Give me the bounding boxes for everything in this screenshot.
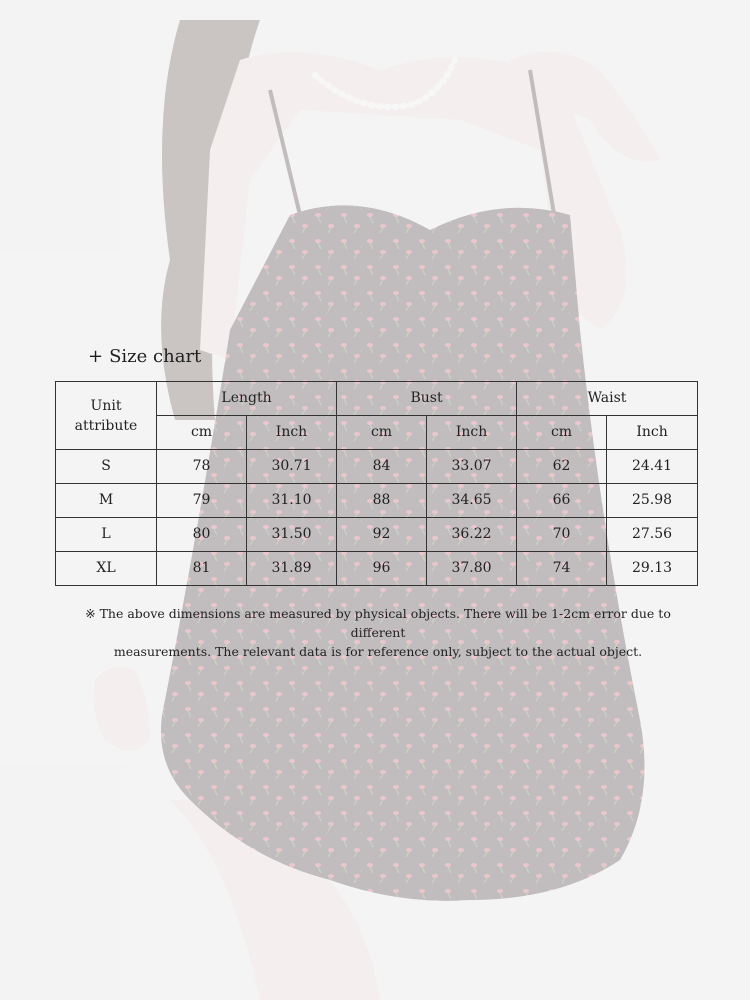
subunit-header: cm	[517, 416, 607, 450]
table-cell: 79	[157, 484, 247, 518]
table-cell: 37.80	[427, 552, 517, 586]
table-cell: 31.10	[247, 484, 337, 518]
measurement-note	[58, 604, 698, 661]
plus-icon: +	[88, 346, 104, 367]
table-cell: 78	[157, 450, 247, 484]
table-cell: 25.98	[607, 484, 698, 518]
table-cell: 33.07	[427, 450, 517, 484]
bust-header: Bust	[337, 382, 517, 416]
subunit-header: cm	[337, 416, 427, 450]
table-row	[56, 552, 698, 586]
subunit-header: Inch	[607, 416, 698, 450]
table-row	[56, 450, 698, 484]
table-cell: 24.41	[607, 450, 698, 484]
measurement-note-line-2: measurements. The relevant data is for reference only, subject to the actual object.	[113, 644, 643, 659]
table-cell: 27.56	[607, 518, 698, 552]
measurement-note-line-1: ※ The above dimensions are measured by physical objects. There will be 1-2cm error due to different	[85, 606, 671, 640]
table-cell: 34.65	[427, 484, 517, 518]
table-cell: 31.50	[247, 518, 337, 552]
size-chart-table	[55, 381, 698, 586]
table-cell: 30.71	[247, 450, 337, 484]
table-cell: 29.13	[607, 552, 698, 586]
size-label: M	[56, 484, 157, 518]
table-cell: 84	[337, 450, 427, 484]
length-header: Length	[157, 382, 337, 416]
table-cell: 80	[157, 518, 247, 552]
unit-attribute-header: Unit attribute	[56, 382, 157, 450]
size-label: S	[56, 450, 157, 484]
table-row	[56, 484, 698, 518]
size-label: L	[56, 518, 157, 552]
size-chart-title	[88, 346, 201, 367]
size-chart-title-text: Size chart	[109, 346, 202, 367]
subunit-header: cm	[157, 416, 247, 450]
subunit-header: Inch	[427, 416, 517, 450]
table-cell: 74	[517, 552, 607, 586]
table-row	[56, 518, 698, 552]
table-cell: 88	[337, 484, 427, 518]
table-cell: 81	[157, 552, 247, 586]
subunit-header: Inch	[247, 416, 337, 450]
table-cell: 62	[517, 450, 607, 484]
table-cell: 36.22	[427, 518, 517, 552]
waist-header: Waist	[517, 382, 698, 416]
table-cell: 92	[337, 518, 427, 552]
table-cell: 96	[337, 552, 427, 586]
table-header-row	[56, 382, 698, 416]
table-cell: 70	[517, 518, 607, 552]
table-cell: 66	[517, 484, 607, 518]
size-label: XL	[56, 552, 157, 586]
table-cell: 31.89	[247, 552, 337, 586]
